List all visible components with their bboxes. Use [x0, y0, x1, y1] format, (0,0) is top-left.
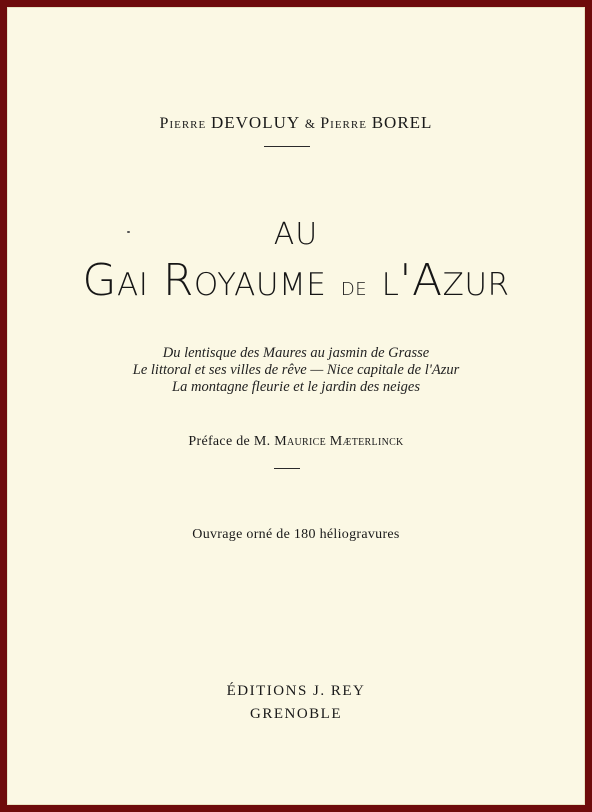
author-1-surname: DEVOLUY [210, 113, 301, 132]
subtitle-line-2: Le littoral et ses villes de rêve — Nice capitale de l'Azur [132, 362, 460, 378]
divider-top [264, 146, 310, 147]
subtitle-line-3: La montagne fleurie et le jardin des neiges [172, 379, 420, 395]
title-main [7, 255, 585, 306]
preface-line [7, 434, 585, 450]
author-1-given: Pierre [159, 115, 207, 132]
title-page [7, 7, 585, 805]
preface-prefix: Préface de M. [188, 434, 271, 449]
authors-line [7, 113, 585, 133]
publisher: ÉDITIONS J. REY [226, 683, 366, 699]
ouvrage-line: Ouvrage orné de 180 héliogravures [192, 527, 400, 542]
subtitle-line-1: Du lentisque des Maures au jasmin de Grasse [162, 345, 430, 361]
author-2-surname: BOREL [371, 113, 433, 132]
title-main-part2: l'Azur [381, 255, 510, 306]
ampersand: & [304, 116, 316, 131]
title-main-de: de [340, 272, 368, 302]
author-2-given: Pierre [320, 115, 367, 132]
publisher-city: GRENOBLE [250, 706, 342, 722]
title-main-part1: Gai Royaume [82, 255, 327, 306]
divider-middle [274, 468, 300, 469]
title-au: AU [273, 217, 319, 252]
preface-name: Maurice Mæterlinck [274, 434, 404, 449]
